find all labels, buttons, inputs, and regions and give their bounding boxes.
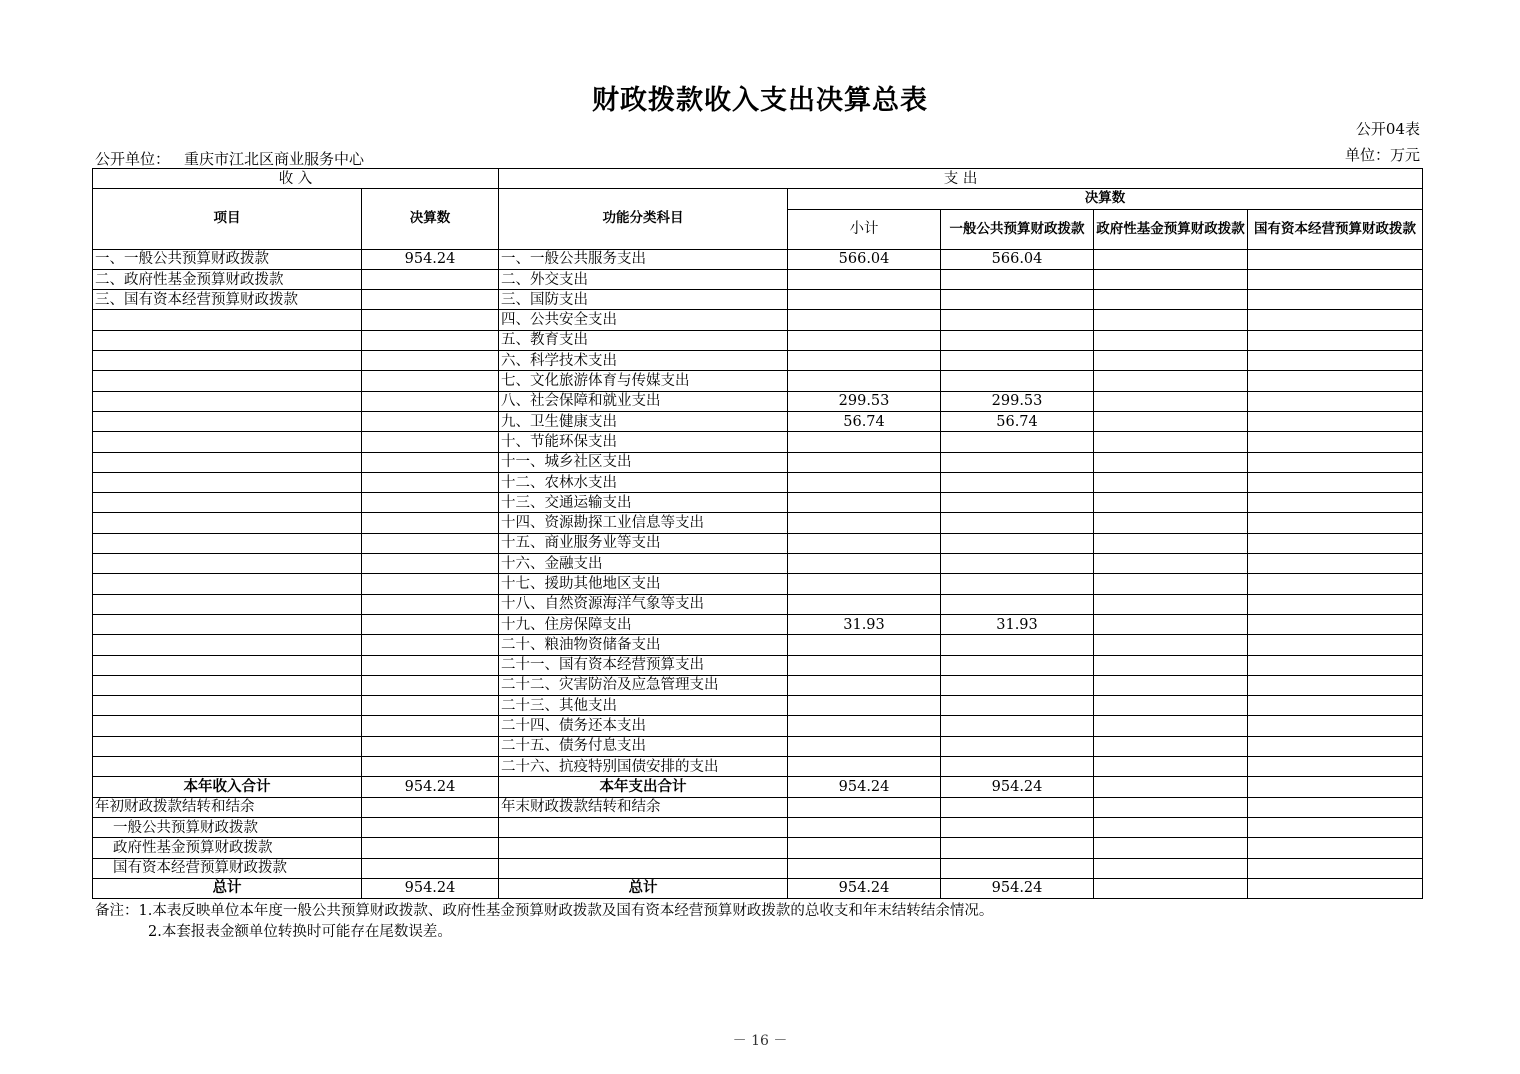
row-general — [941, 757, 1094, 777]
note-line: 2.本套报表金额单位转换时可能存在尾数误差。 — [148, 924, 452, 940]
row-fund — [1094, 554, 1248, 574]
row-general — [941, 472, 1094, 492]
subtotal-header: 小计 — [788, 209, 941, 249]
unit-label: 单位：万元 — [1344, 146, 1420, 164]
row-item — [93, 472, 362, 492]
row-state — [1248, 472, 1423, 492]
table-row — [93, 269, 1423, 289]
row-general — [941, 533, 1094, 553]
row-item — [93, 351, 362, 371]
row-state — [1248, 411, 1423, 431]
year-income-label: 本年收入合计 — [93, 777, 362, 797]
row-general — [941, 675, 1094, 695]
row-general — [941, 493, 1094, 513]
carry-item-label: 国有资本经营预算财政拨款 — [93, 858, 362, 878]
final-amount-header: 决算数 — [788, 189, 1423, 209]
row-function: 十六、金融支出 — [499, 554, 788, 574]
row-fund — [1094, 533, 1248, 553]
row-amount — [362, 290, 499, 310]
carry-item-row — [93, 858, 1423, 878]
row-function: 十、节能环保支出 — [499, 432, 788, 452]
row-amount — [362, 391, 499, 411]
row-function: 十八、自然资源海洋气象等支出 — [499, 594, 788, 614]
grand-state-value — [1248, 878, 1423, 898]
carry-item-label: 一般公共预算财政拨款 — [93, 817, 362, 837]
row-subtotal — [788, 554, 941, 574]
row-amount — [362, 574, 499, 594]
row-fund — [1094, 371, 1248, 391]
row-amount: 954.24 — [362, 249, 499, 269]
row-fund — [1094, 655, 1248, 675]
row-state — [1248, 533, 1423, 553]
row-function: 十四、资源勘探工业信息等支出 — [499, 513, 788, 533]
row-general — [941, 452, 1094, 472]
row-general — [941, 655, 1094, 675]
row-general — [941, 696, 1094, 716]
row-amount — [362, 371, 499, 391]
row-subtotal — [788, 351, 941, 371]
function-header: 功能分类科目 — [499, 189, 788, 249]
row-amount — [362, 554, 499, 574]
row-state — [1248, 269, 1423, 289]
row-function: 三、国防支出 — [499, 290, 788, 310]
row-general: 566.04 — [941, 249, 1094, 269]
row-amount — [362, 533, 499, 553]
row-subtotal: 56.74 — [788, 411, 941, 431]
row-fund — [1094, 330, 1248, 350]
form-number: 公开04表 — [1355, 120, 1420, 138]
row-state — [1248, 432, 1423, 452]
carry-item-row — [93, 817, 1423, 837]
row-general: 31.93 — [941, 614, 1094, 634]
row-amount — [362, 513, 499, 533]
income-header: 收 入 — [93, 169, 499, 189]
row-state — [1248, 655, 1423, 675]
row-item — [93, 594, 362, 614]
row-state — [1248, 675, 1423, 695]
row-state — [1248, 594, 1423, 614]
table-row — [93, 655, 1423, 675]
row-item — [93, 655, 362, 675]
row-function: 五、教育支出 — [499, 330, 788, 350]
year-state-value — [1248, 777, 1423, 797]
row-amount — [362, 310, 499, 330]
table-footer — [93, 777, 1423, 899]
year-income-value: 954.24 — [362, 777, 499, 797]
table-row — [93, 614, 1423, 634]
org-label: 公开单位： — [95, 150, 171, 168]
row-amount — [362, 675, 499, 695]
row-fund — [1094, 269, 1248, 289]
row-item — [93, 493, 362, 513]
table-row — [93, 371, 1423, 391]
row-amount — [362, 696, 499, 716]
row-item — [93, 635, 362, 655]
row-amount — [362, 594, 499, 614]
page-number: － 16 － — [732, 1033, 788, 1049]
grand-income-label: 总计 — [93, 878, 362, 898]
carry-item-row — [93, 838, 1423, 858]
row-subtotal: 31.93 — [788, 614, 941, 634]
grand-general-value: 954.24 — [941, 878, 1094, 898]
row-amount — [362, 432, 499, 452]
row-item — [93, 411, 362, 431]
row-fund — [1094, 249, 1248, 269]
row-item — [93, 757, 362, 777]
table-row — [93, 716, 1423, 736]
row-function: 二十三、其他支出 — [499, 696, 788, 716]
row-subtotal — [788, 675, 941, 695]
year-expense-label: 本年支出合计 — [499, 777, 788, 797]
table-row — [93, 249, 1423, 269]
row-state — [1248, 716, 1423, 736]
row-state — [1248, 371, 1423, 391]
row-general — [941, 635, 1094, 655]
org-name: 重庆市江北区商业服务中心 — [184, 150, 365, 168]
table-row — [93, 675, 1423, 695]
row-general — [941, 290, 1094, 310]
row-fund — [1094, 736, 1248, 756]
row-function: 十九、住房保障支出 — [499, 614, 788, 634]
row-function: 二十六、抗疫特别国债安排的支出 — [499, 757, 788, 777]
row-state — [1248, 635, 1423, 655]
state-capital-header: 国有资本经营预算财政拨款 — [1248, 209, 1423, 249]
row-amount — [362, 452, 499, 472]
row-item — [93, 330, 362, 350]
row-fund — [1094, 594, 1248, 614]
row-function: 十一、城乡社区支出 — [499, 452, 788, 472]
row-item: 一、一般公共预算财政拨款 — [93, 249, 362, 269]
row-state — [1248, 513, 1423, 533]
row-fund — [1094, 493, 1248, 513]
row-general — [941, 574, 1094, 594]
row-state — [1248, 493, 1423, 513]
row-fund — [1094, 472, 1248, 492]
row-item — [93, 696, 362, 716]
table-row — [93, 472, 1423, 492]
carry-row — [93, 797, 1423, 817]
row-fund — [1094, 411, 1248, 431]
table-row — [93, 635, 1423, 655]
row-amount — [362, 614, 499, 634]
row-fund — [1094, 391, 1248, 411]
row-general: 299.53 — [941, 391, 1094, 411]
row-function: 二十五、债务付息支出 — [499, 736, 788, 756]
row-subtotal: 566.04 — [788, 249, 941, 269]
year-fund-value — [1094, 777, 1248, 797]
budget-table — [92, 168, 1423, 899]
row-amount — [362, 493, 499, 513]
row-fund — [1094, 757, 1248, 777]
row-subtotal — [788, 493, 941, 513]
fund-budget-header: 政府性基金预算财政拨款 — [1094, 209, 1248, 249]
row-general — [941, 371, 1094, 391]
row-item: 二、政府性基金预算财政拨款 — [93, 269, 362, 289]
row-fund — [1094, 290, 1248, 310]
row-subtotal — [788, 533, 941, 553]
expense-header: 支 出 — [499, 169, 1423, 189]
row-amount — [362, 472, 499, 492]
row-subtotal — [788, 452, 941, 472]
grand-expense-label: 总计 — [499, 878, 788, 898]
row-item — [93, 432, 362, 452]
row-subtotal — [788, 432, 941, 452]
year-total-row — [93, 777, 1423, 797]
row-state — [1248, 554, 1423, 574]
table-row — [93, 696, 1423, 716]
row-amount — [362, 269, 499, 289]
grand-fund-value — [1094, 878, 1248, 898]
organization — [95, 148, 378, 169]
row-subtotal — [788, 513, 941, 533]
row-subtotal — [788, 574, 941, 594]
row-amount — [362, 635, 499, 655]
row-state — [1248, 452, 1423, 472]
row-general — [941, 269, 1094, 289]
table-row — [93, 594, 1423, 614]
row-item — [93, 391, 362, 411]
row-fund — [1094, 351, 1248, 371]
row-fund — [1094, 696, 1248, 716]
table-row — [93, 533, 1423, 553]
row-function: 二十、粮油物资储备支出 — [499, 635, 788, 655]
table-row — [93, 493, 1423, 513]
row-function: 九、卫生健康支出 — [499, 411, 788, 431]
row-fund — [1094, 513, 1248, 533]
row-item — [93, 554, 362, 574]
row-item — [93, 310, 362, 330]
row-subtotal: 299.53 — [788, 391, 941, 411]
general-budget-header: 一般公共预算财政拨款 — [941, 209, 1094, 249]
row-state — [1248, 330, 1423, 350]
row-fund — [1094, 452, 1248, 472]
row-function: 十五、商业服务业等支出 — [499, 533, 788, 553]
table-row — [93, 554, 1423, 574]
row-state — [1248, 351, 1423, 371]
row-function: 一、一般公共服务支出 — [499, 249, 788, 269]
row-function: 七、文化旅游体育与传媒支出 — [499, 371, 788, 391]
table-row — [93, 574, 1423, 594]
table-row — [93, 391, 1423, 411]
row-function: 十七、援助其他地区支出 — [499, 574, 788, 594]
row-state — [1248, 391, 1423, 411]
row-state — [1248, 736, 1423, 756]
row-function: 二十四、债务还本支出 — [499, 716, 788, 736]
row-general — [941, 513, 1094, 533]
table-row — [93, 310, 1423, 330]
row-function: 十三、交通运输支出 — [499, 493, 788, 513]
row-fund — [1094, 675, 1248, 695]
row-general — [941, 736, 1094, 756]
row-amount — [362, 411, 499, 431]
row-function: 二十二、灾害防治及应急管理支出 — [499, 675, 788, 695]
row-subtotal — [788, 371, 941, 391]
row-subtotal — [788, 736, 941, 756]
row-general: 56.74 — [941, 411, 1094, 431]
table-row — [93, 432, 1423, 452]
row-amount — [362, 757, 499, 777]
table-row — [93, 330, 1423, 350]
row-amount — [362, 330, 499, 350]
table-row — [93, 411, 1423, 431]
row-function: 十二、农林水支出 — [499, 472, 788, 492]
notes — [95, 901, 993, 943]
row-item — [93, 675, 362, 695]
row-fund — [1094, 432, 1248, 452]
table-row — [93, 351, 1423, 371]
row-subtotal — [788, 696, 941, 716]
row-state — [1248, 310, 1423, 330]
table-body — [93, 249, 1423, 777]
row-state — [1248, 614, 1423, 634]
row-subtotal — [788, 655, 941, 675]
row-subtotal — [788, 269, 941, 289]
row-fund — [1094, 310, 1248, 330]
row-fund — [1094, 716, 1248, 736]
row-function: 四、公共安全支出 — [499, 310, 788, 330]
row-item — [93, 533, 362, 553]
row-item — [93, 513, 362, 533]
row-function: 八、社会保障和就业支出 — [499, 391, 788, 411]
page-title: 财政拨款收入支出决算总表 — [592, 85, 928, 116]
grand-income-value: 954.24 — [362, 878, 499, 898]
row-item: 三、国有资本经营预算财政拨款 — [93, 290, 362, 310]
row-item — [93, 371, 362, 391]
table-row — [93, 513, 1423, 533]
row-amount — [362, 736, 499, 756]
row-fund — [1094, 574, 1248, 594]
carry-item-label: 政府性基金预算财政拨款 — [93, 838, 362, 858]
row-amount — [362, 351, 499, 371]
row-fund — [1094, 614, 1248, 634]
row-state — [1248, 290, 1423, 310]
row-general — [941, 351, 1094, 371]
table-row — [93, 757, 1423, 777]
row-function: 六、科学技术支出 — [499, 351, 788, 371]
row-amount — [362, 716, 499, 736]
row-state — [1248, 249, 1423, 269]
row-function: 二十一、国有资本经营预算支出 — [499, 655, 788, 675]
grand-total-row — [93, 878, 1423, 898]
note-line: 备注：1.本表反映单位本年度一般公共预算财政拨款、政府性基金预算财政拨款及国有资本经营预算财政拨款的总收支和年末结转结余情况。 — [95, 903, 994, 919]
row-item — [93, 452, 362, 472]
row-fund — [1094, 635, 1248, 655]
row-function: 二、外交支出 — [499, 269, 788, 289]
amount-header: 决算数 — [362, 189, 499, 249]
row-amount — [362, 655, 499, 675]
row-subtotal — [788, 290, 941, 310]
row-general — [941, 554, 1094, 574]
row-subtotal — [788, 716, 941, 736]
item-header: 项目 — [93, 189, 362, 249]
row-general — [941, 310, 1094, 330]
row-subtotal — [788, 310, 941, 330]
row-state — [1248, 574, 1423, 594]
table-row — [93, 452, 1423, 472]
row-state — [1248, 696, 1423, 716]
row-general — [941, 330, 1094, 350]
grand-subtotal-value: 954.24 — [788, 878, 941, 898]
table-row — [93, 290, 1423, 310]
year-general-value: 954.24 — [941, 777, 1094, 797]
row-subtotal — [788, 757, 941, 777]
row-general — [941, 594, 1094, 614]
row-subtotal — [788, 594, 941, 614]
row-item — [93, 736, 362, 756]
row-subtotal — [788, 472, 941, 492]
row-item — [93, 716, 362, 736]
row-general — [941, 432, 1094, 452]
carry-begin-label: 年初财政拨款结转和结余 — [93, 797, 362, 817]
row-item — [93, 614, 362, 634]
row-subtotal — [788, 635, 941, 655]
carry-end-label: 年末财政拨款结转和结余 — [499, 797, 788, 817]
row-general — [941, 716, 1094, 736]
row-state — [1248, 757, 1423, 777]
row-item — [93, 574, 362, 594]
year-subtotal-value: 954.24 — [788, 777, 941, 797]
table-row — [93, 736, 1423, 756]
row-subtotal — [788, 330, 941, 350]
